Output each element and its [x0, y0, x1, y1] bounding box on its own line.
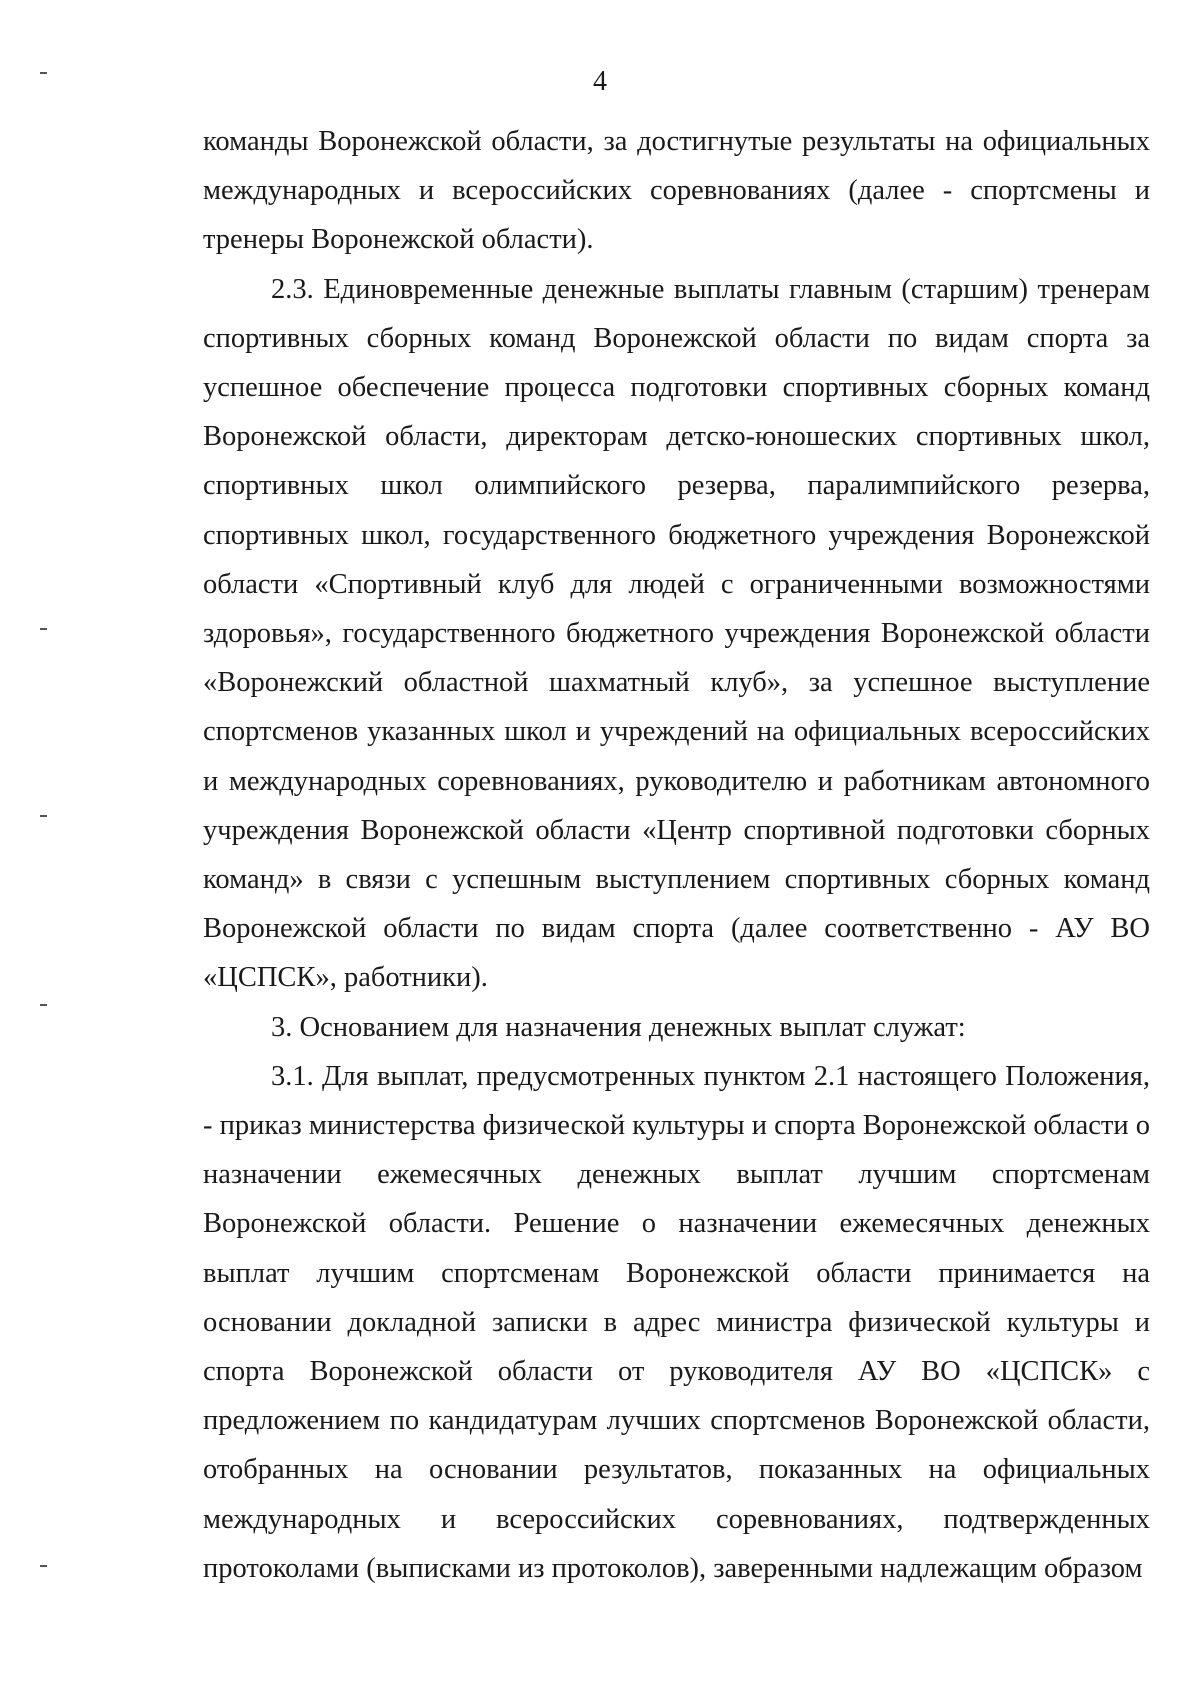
- document-body: [203, 117, 1150, 1593]
- paragraph-2-3: 2.3. Единовременные денежные выплаты главным (старшим) тренерам спортивных сборных команд Воронежской области по видам спорта за успешное обеспечение процесса подготовки спортивных сборных команд Воронежской области, директорам детско-юношеских спортивных школ, спортивных школ олимпийского резерва, паралимпийского резерва, спортивных школ, государственного бюджетного учреждения Воронежской области «Спортивный клуб для людей с ограниченными возможностями здоровья», государственного бюджетного учреждения Воронежской области «Воронежский областной шахматный клуб», за успешное выступление спортсменов указанных школ и учреждений на официальных всероссийских и международных соревнованиях, руководителю и работникам автономного учреждения Воронежской области «Центр спортивной подготовки сборных команд» в связи с успешным выступлением спортивных сборных команд Воронежской области по видам спорта (далее соответственно - АУ ВО «ЦСПСК», работники).: [203, 273, 1150, 994]
- margin-scan-mark: [40, 628, 47, 630]
- margin-scan-mark: [40, 1004, 47, 1006]
- page-number: 4: [593, 66, 607, 97]
- paragraph-continuation: команды Воронежской области, за достигнутые результаты на официальных международных и всероссийских соревнованиях (далее - спортсмены и тренеры Воронежской области).: [203, 126, 1150, 256]
- paragraph-3: 3. Основанием для назначения денежных выплат служат:: [271, 1011, 966, 1043]
- margin-scan-mark: [40, 815, 47, 817]
- paragraph-3-1: 3.1. Для выплат, предусмотренных пунктом 2.1 настоящего Положения, - приказ министерства физической культуры и спорта Воронежской области о назначении ежемесячных денежных выплат лучшим спортсменам Воронежской области. Решение о назначении ежемесячных денежных выплат лучшим спортсменам Воронежской области принимается на основании докладной записки в адрес министра физической культуры и спорта Воронежской области от руководителя АУ ВО «ЦСПСК» с предложением по кандидатурам лучших спортсменов Воронежской области, отобранных на основании результатов, показанных на официальных международных и всероссийских соревнованиях, подтвержденных протоколами (выписками из протоколов), заверенными надлежащим образом: [203, 1060, 1150, 1584]
- margin-scan-mark: [40, 1565, 47, 1567]
